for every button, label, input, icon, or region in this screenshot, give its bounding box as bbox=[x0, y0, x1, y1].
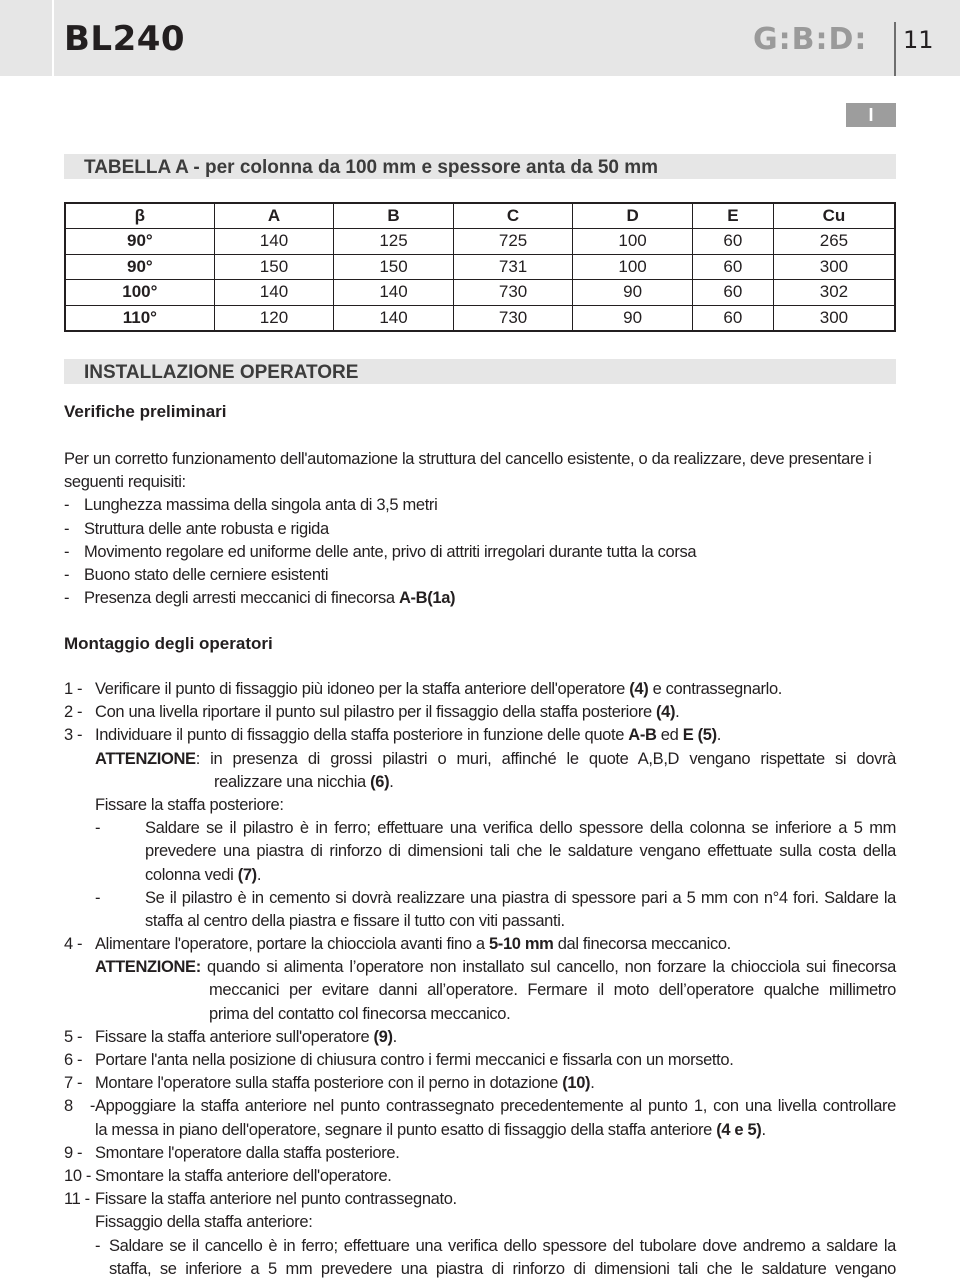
column-header: B bbox=[334, 203, 454, 229]
column-header: Cu bbox=[773, 203, 895, 229]
table-cell: 125 bbox=[334, 229, 454, 255]
step-6: 6 - Portare l'anta nella posizione di chiusura contro i fermi meccanici e fissarla con un morsetto. bbox=[64, 1051, 734, 1069]
sub-item: - Se il pilastro è in cemento si dovrà realizzare una piastra di spessore pari a 5 mm con n°4 fori. Saldare la bbox=[95, 888, 896, 907]
sub-item-cont: staffa, se inferiore a 5 mm prevedere una piastra di rinforzo di dimensioni tali che le saldature vengano bbox=[109, 1259, 896, 1278]
table-cell: 90 bbox=[573, 280, 693, 306]
step-11: 11 - Fissare la staffa anteriore nel punto contrassegnato. bbox=[64, 1190, 457, 1209]
language-badge: I bbox=[846, 103, 896, 127]
table-cell: 60 bbox=[692, 254, 773, 280]
table-cell: 100° bbox=[65, 280, 214, 306]
list-item: - Movimento regolare ed uniforme delle ante, privo di attriti irregolari durante tutta la corsa bbox=[64, 542, 697, 561]
table-cell: 90° bbox=[65, 254, 214, 280]
list-item: - Lunghezza massima della singola anta di 3,5 metri bbox=[64, 496, 438, 515]
table-cell: 100 bbox=[573, 229, 693, 255]
dimensions-table bbox=[64, 202, 896, 332]
column-header: D bbox=[573, 203, 693, 229]
table-row bbox=[65, 254, 895, 280]
step-3: 3 - Individuare il punto di fissaggio della staffa posteriore in funzione delle quote A-B ed E (5). bbox=[64, 726, 721, 745]
sub-item: - Saldare se il cancello è in ferro; effettuare una verifica dello spessore del tubolare dove andremo a saldare la bbox=[95, 1236, 896, 1255]
page-number: 11 bbox=[903, 26, 934, 54]
fix-rear-heading: Fissare la staffa posteriore: bbox=[95, 795, 284, 814]
preliminary-heading: Verifiche preliminari bbox=[64, 402, 227, 421]
column-header: β bbox=[65, 203, 214, 229]
table-cell: 60 bbox=[692, 280, 773, 306]
intro-line: Per un corretto funzionamento dell'automazione la struttura del cancello esistente, o da realizzare, deve presentare i bbox=[64, 450, 872, 468]
step-5: 5 - Fissare la staffa anteriore sull'operatore (9). bbox=[64, 1027, 397, 1046]
table-cell: 300 bbox=[773, 254, 895, 280]
list-item: - Presenza degli arresti meccanici di finecorsa A-B(1a) bbox=[64, 589, 456, 608]
intro-line: seguenti requisiti: bbox=[64, 473, 186, 492]
requirements-block bbox=[64, 448, 896, 610]
table-cell: 730 bbox=[453, 305, 573, 331]
table-cell: 60 bbox=[692, 229, 773, 255]
table-cell: 140 bbox=[334, 280, 454, 306]
table-cell: 265 bbox=[773, 229, 895, 255]
table-cell: 100 bbox=[573, 254, 693, 280]
table-cell: 90° bbox=[65, 229, 214, 255]
sub-item: - Saldare se il pilastro è in ferro; effettuare una verifica dello spessore della colonna se inferiore a 5 mm bbox=[95, 819, 896, 838]
table-title: TABELLA A - per colonna da 100 mm e spessore anta da 50 mm bbox=[84, 157, 659, 178]
table-cell: 140 bbox=[214, 280, 334, 306]
warning-1-cont: realizzare una nicchia (6). bbox=[214, 772, 394, 791]
table-cell: 110° bbox=[122, 307, 157, 327]
table-header-row bbox=[65, 203, 895, 229]
sub-item-cont: prevedere una piastra di rinforzo di dimensioni tali che le saldature vengano effettuate sulla costa della bbox=[145, 842, 896, 861]
column-header: C bbox=[453, 203, 573, 229]
table-cell: 140 bbox=[214, 229, 334, 255]
table-cell: 300 bbox=[773, 305, 895, 331]
sub-item-cont: staffa al centro della piastra e fissare il tutto con viti passanti. bbox=[145, 911, 565, 930]
list-item: - Buono stato delle cerniere esistenti bbox=[64, 565, 329, 584]
install-title: INSTALLAZIONE OPERATORE bbox=[84, 362, 359, 383]
warning-2-cont: prima del contatto col finecorsa meccanico. bbox=[209, 1004, 511, 1023]
step-8: 8 -Appoggiare la staffa anteriore nel punto contrassegnato precedentemente al punto 1, con una livella controllare bbox=[64, 1097, 896, 1116]
brand-logo: G:B:D: bbox=[753, 22, 868, 57]
page-number-divider bbox=[894, 22, 896, 76]
install-section-bar bbox=[64, 359, 896, 384]
table-cell: 150 bbox=[334, 254, 454, 280]
table-cell: 725 bbox=[453, 229, 573, 255]
table-section-bar bbox=[64, 154, 896, 179]
fix-front-heading: Fissaggio della staffa anteriore: bbox=[95, 1213, 313, 1232]
table-cell: 90 bbox=[573, 305, 693, 331]
table-row bbox=[65, 305, 895, 331]
step-7: 7 - Montare l'operatore sulla staffa posteriore con il perno in dotazione (10). bbox=[64, 1074, 595, 1093]
mounting-steps bbox=[64, 678, 896, 1279]
sub-item-cont: colonna vedi (7). bbox=[145, 865, 262, 884]
warning-1: ATTENZIONE: in presenza di grossi pilastri o muri, affinché le quote A,B,D vengano rispettate si dovrà bbox=[95, 749, 896, 768]
list-item: - Struttura delle ante robusta e rigida bbox=[64, 519, 329, 538]
step-4: 4 - Alimentare l'operatore, portare la chiocciola avanti fino a 5-10 mm dal finecorsa meccanico. bbox=[64, 935, 731, 954]
table-cell: 120 bbox=[214, 305, 334, 331]
step-2: 2 - Con una livella riportare il punto sul pilastro per il fissaggio della staffa posteriore (4). bbox=[64, 703, 680, 722]
column-header: E bbox=[692, 203, 773, 229]
table-cell: 150 bbox=[214, 254, 334, 280]
header-divider bbox=[52, 0, 54, 76]
table-row bbox=[65, 280, 895, 306]
step-9: 9 - Smontare l'operatore dalla staffa posteriore. bbox=[64, 1143, 400, 1162]
table-cell: 730 bbox=[453, 280, 573, 306]
step-8-cont: la messa in piano dell'operatore, segnare il punto esatto di fissaggio della staffa anteriore (4 e 5). bbox=[95, 1120, 766, 1139]
mounting-heading: Montaggio degli operatori bbox=[64, 634, 273, 653]
table-cell: 60 bbox=[692, 305, 773, 331]
model-title: BL240 bbox=[64, 19, 186, 59]
column-header: A bbox=[214, 203, 334, 229]
warning-2: ATTENZIONE: quando si alimenta l’operatore non installato sul cancello, non forzare la chiocciola sui finecorsa bbox=[95, 958, 896, 977]
table-cell: 302 bbox=[773, 280, 895, 306]
table-row bbox=[65, 229, 895, 255]
step-10: 10 - Smontare la staffa anteriore dell'operatore. bbox=[64, 1166, 392, 1185]
table-cell: 731 bbox=[453, 254, 573, 280]
step-1: 1 - Verificare il punto di fissaggio più idoneo per la staffa anteriore dell'operatore (4) e contrassegnarlo. bbox=[64, 680, 783, 698]
warning-2-cont: meccanici per evitare danni all’operatore. Fermare il moto dell’operatore qualche millimetro bbox=[209, 981, 896, 1000]
table-cell: 140 bbox=[334, 305, 454, 331]
